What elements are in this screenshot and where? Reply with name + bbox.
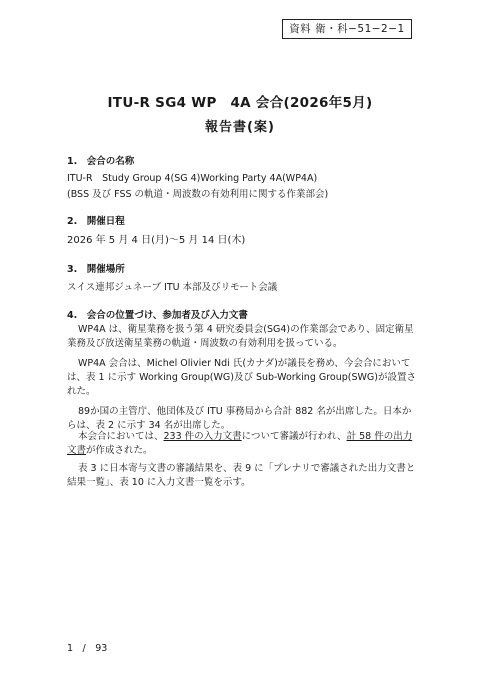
paragraph-attendance: 89か国の主管庁、他団体及び ITU 事務局から合計 882 名が出席した。日本からは、表 2 に示す 34 名が出席した。: [67, 406, 412, 431]
meeting-name-line: ITU-R Study Group 4(SG 4)Working Party 4A(WP4A): [67, 173, 318, 184]
meeting-venue: スイス連邦ジュネーブ ITU 本部及びリモート会議: [67, 282, 278, 293]
page-number: 1 / 93: [67, 643, 108, 654]
document-subtitle: 報告書(案): [205, 120, 275, 135]
paragraph-tables: 表 3 に日本寄与文書の審議結果を、表 9 に「プレナリで審議された出力文書と結果一覧」、表 10 に入力文書一覧を示す。: [67, 463, 416, 488]
documents-text-post: が作成された。: [86, 445, 153, 456]
meeting-name-description: (BSS 及び FSS の軌道・周波数の有効利用に関する作業部会): [67, 189, 329, 200]
section-2-heading: 2. 開催日程: [67, 216, 125, 227]
section-1-heading: 1. 会合の名称: [67, 156, 135, 167]
documents-text-pre: 本会合においては、: [78, 431, 164, 442]
documents-text-mid: について審議が行われ、: [241, 431, 347, 442]
meeting-dates: 2026 年 5 月 4 日(月)〜5 月 14 日(木): [67, 235, 246, 246]
paragraph-wp4a-scope: WP4A は、衛星業務を扱う第 4 研究委員会(SG4)の作業部会であり、固定衛星業務及び放送衛星業務の軌道・周波数の有効利用を扱っている。: [67, 324, 414, 349]
output-documents-count: 計 58 件の出力文書: [67, 431, 413, 456]
document-reference-box: 資料 衛・科−51−2−1: [282, 19, 412, 39]
paragraph-chair-groups: WP4A 会合は、Michel Olivier Ndi 氏(カナダ)が議長を務め、今会合においては、表 1 に示す Working Group(WG)及び Sub-Working Group(SWG)が設置された。: [67, 358, 416, 397]
section-4-heading: 4. 会合の位置づけ、参加者及び入力文書: [67, 310, 248, 321]
section-3-heading: 3. 開催場所: [67, 264, 125, 275]
input-documents-count: 233 件の入力文書: [163, 431, 242, 442]
document-title: ITU-R SG4 WP 4A 会合(2026年5月): [107, 95, 373, 111]
paragraph-documents: [67, 430, 417, 458]
